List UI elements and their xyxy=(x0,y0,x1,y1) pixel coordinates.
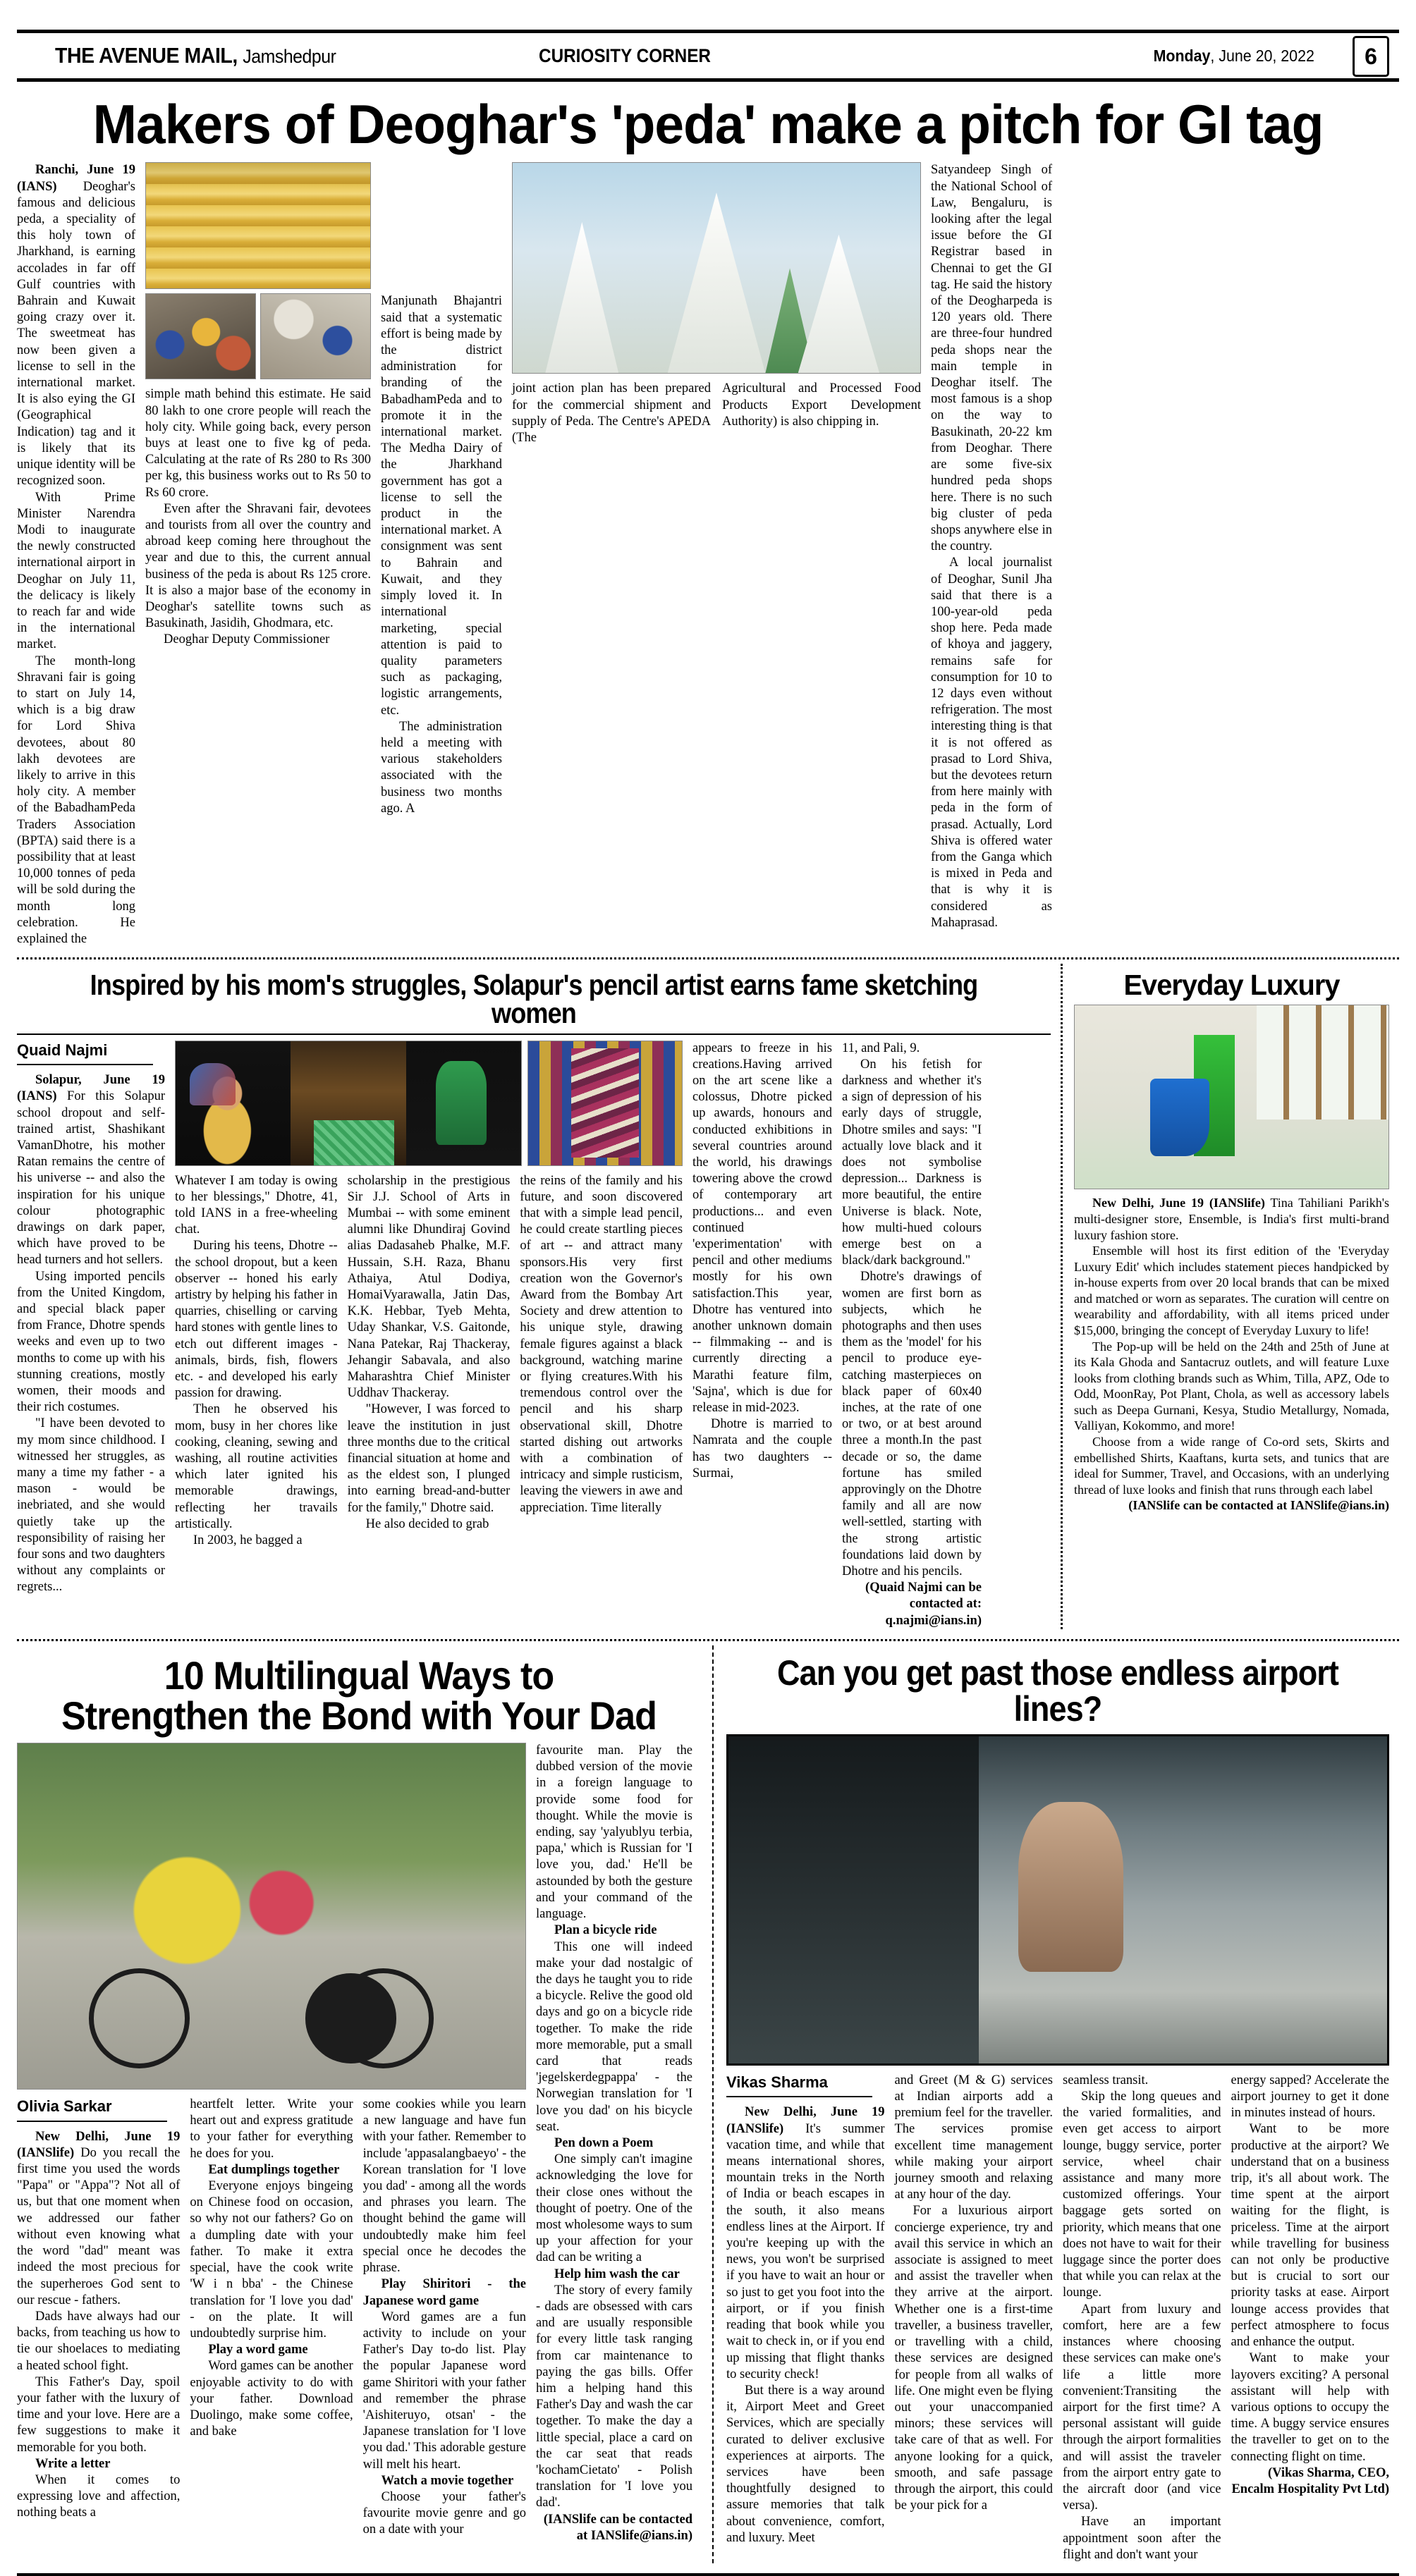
paragraph: Choose from a wide range of Co-ord sets, Skirts and embellished Shirts, Kaaftans, kurta sets, and tunics that are ideal for Summer, Travel, and Occasions, with an underlying thread of luxe looks and finish that runs through each label xyxy=(1074,1435,1389,1497)
paragraph xyxy=(17,2129,180,2309)
masthead-date-value: , June 20, 2022 xyxy=(1209,46,1314,65)
paragraph: scholarship in the prestigious Sir J.J. School of Arts in Mumbai -- with some eminent alumni like Dhundiraj Govind alias Dadasaheb Phalke, M.F. Hussain, S.H. Raza, Bhanu Athaiya, Atul Dodiya, HomaiVyarawalla, Jatin Das, K.K. Hebbar, Tyeb Mehta, Uday Shankar, V.S. Gaitonde, Nana Patekar, Raj Thackeray, Jehangir Sabavala, and also Maharashtra Chief Minister Uddhav Thackeray. xyxy=(347,1173,511,1401)
article1-column-2 xyxy=(145,386,371,648)
paragraph xyxy=(17,162,135,489)
paragraph: One simply can't imagine acknowledging the love for their close ones without the thought of poetry. One of the most wholesome ways to sum up your affection for your dad can be writing a xyxy=(536,2152,692,2265)
model-blue-dress xyxy=(1150,1079,1210,1155)
masthead-city: Jamshedpur xyxy=(243,46,336,67)
dateline: New Delhi, June 19 (IANSlife) xyxy=(1092,1196,1265,1210)
article1-column-3 xyxy=(381,162,502,817)
article2-container xyxy=(17,964,1061,1629)
temple-photo xyxy=(512,162,921,374)
paragraph: Want to make your layovers exciting? A personal assistant will help with various options to occupy the time. A buggy service ensures the traveller to get on to the connecting flight on time. xyxy=(1231,2351,1389,2464)
paragraph: On his fetish for darkness and whether it's a sign of depression of his early days of struggle, Dhotre smiles and says: "I actually love black and it does not symbolise depression... Darkness is more beautiful, the entire Universe is black. Note, how multi-hued colours emerge best on a black/dark background." xyxy=(842,1057,982,1268)
article3-left-block xyxy=(17,1743,526,2538)
paragraph: "However, I was forced to leave the institution in just three months due to the critical financial situation at home and as the eldest son, I plunged into earning bread-and-butter for the family," Dhotre said. xyxy=(347,1402,511,1515)
paragraph: some cookies while you learn a new language and have fun with your father. Remember to include 'appasalangbaeyo' - the Korean translation for 'I love you dad' - among all the words and phrases you learn. The thought behind the game will undoubtedly make him feel special once he decodes the phrase. xyxy=(362,2097,526,2276)
paragraph: During his teens, Dhotre -- the school dropout, but a keen observer -- honed his early artistry by helping his father in quarries, chiselling or carving hard stones with gentle lines to etch out different images - animals, birds, fish, flowers etc. - and developed his early passion for drawing. xyxy=(175,1239,338,1401)
luxury-contact: (IANSlife can be contacted at IANSlife@ians.in) xyxy=(1128,1498,1389,1513)
article3-headline-line2: Strengthen the Bond with Your Dad xyxy=(61,1693,657,1738)
article2-photo-group xyxy=(175,1041,683,1550)
luxury-body xyxy=(1074,1195,1389,1514)
article2-column-1 xyxy=(17,1041,165,1596)
window-row xyxy=(1257,1005,1388,1119)
paragraph: Using imported pencils from the United Kingdom, and special black paper from France, Dhotre spends weeks and even up to two months to come up with his stunning creations, mostly women, their moods and their rich costumes. xyxy=(17,1269,165,1415)
article1-column-5 xyxy=(722,381,921,446)
paragraph: energy sapped? Accelerate the airport journey to get it done in minutes instead of hours. xyxy=(1231,2073,1389,2121)
article4-contact: (Vikas Sharma, CEO, Encalm Hospitality Pvt Ltd) xyxy=(1231,2465,1389,2496)
sketch-panel-2 xyxy=(291,1041,405,1165)
luxury-headline: Everyday Luxury xyxy=(1123,969,1340,1002)
paragraph: Deoghar Deputy Commissioner xyxy=(164,632,330,647)
paragraph: Everyone enjoys bingeing on Chinese food on occasion, so why not our fathers? Go on a dumpling date with your father. To make it extra special, have the cook write 'W i n bba' - the Chinese translation for 'I love you dad' - on the plate. It will undoubtedly surprise him. xyxy=(190,2179,353,2341)
paragraph: The administration held a meeting with various stakeholders associated with the business two months ago. A xyxy=(381,719,502,816)
paragraph: Agricultural and Processed Food Products Export Development Authority) is also chipping in. xyxy=(722,381,921,429)
paragraph: Dhotre's drawings of women are first born as subjects, which he photographs and then uses them as the 'model' for his pencil to produce eye-catching masterpieces on black paper of 60x40 inches, at the rate of one or two, or at best around three a month.In the past decade or so, the dame fortune has smiled approvingly on the Dhotre family and all are now well-settled, starting with the strong artistic foundations laid down by Dhotre and his pencils. xyxy=(842,1270,982,1579)
page-number-badge: 6 xyxy=(1353,36,1389,77)
article3-headline-line1: 10 Multilingual Ways to xyxy=(164,1652,554,1698)
paragraph: 11, and Pali, 9. xyxy=(842,1041,920,1055)
paragraph: heartfelt letter. Write your heart out and express gratitude to your father for everything he does for you. xyxy=(190,2097,353,2161)
paragraph-text: Tina Tahiliani Parikh's multi-designer store, Ensemble, is India's first multi-brand luxury fashion store. xyxy=(1074,1196,1389,1242)
paragraph: But there is a way around it, Airport Meet and Greet Services, which are specially curated to deliver exclusive experiences at airports. The services have been thoughtfully designed to assure memories that talk about convenience, comfort, and luxury. Meet xyxy=(726,2383,885,2545)
paragraph: seamless transit. xyxy=(1063,2073,1149,2087)
masthead-weekday: Monday xyxy=(1153,46,1210,65)
peda-market-photo xyxy=(260,293,371,379)
paragraph: Choose your father's favourite movie genre and go on a date with your xyxy=(362,2489,526,2537)
article4-headline: Can you get past those endless airport lines? xyxy=(777,1652,1338,1729)
subheading: Play Shiritori - the Japanese word game xyxy=(362,2277,526,2308)
sketch-panel-3 xyxy=(406,1041,521,1165)
article1-photo-group-left xyxy=(145,162,371,648)
luxury-fashion-photo xyxy=(1074,1005,1389,1189)
newspaper-page xyxy=(0,30,1416,2562)
paragraph: For a luxurious airport concierge experience, try and avail this service in which an associate is assigned to meet and assist the traveller when they arrive at the airport. Whether one is a first-time traveller, a business traveller, or travelling with a child, these services are designed for people from all walks of life. One might even be flying out your unaccompanied minors; these services will take care of that as well. For anyone looking for a quick, smooth, and safe passage through the airport, this could be your pick for a xyxy=(894,2204,1053,2513)
article2-column-6 xyxy=(842,1041,982,1629)
paragraph: and Greet (M & G) services at Indian airports add a premium feel for the traveller. The services promise excellent time management while making your airport journey smooth and relaxing at any hour of the day. xyxy=(894,2073,1053,2202)
paragraph-text: For this Solapur school dropout and self-trained artist, Shashikant VamanDhotre, his mother Ratan remains the centre of his universe -- and also the inspiration for his unique colour photographic drawings on dark paper, which have proved to be head turners and hot sellers. xyxy=(17,1089,165,1268)
article2-byline: Quaid Najmi xyxy=(17,1041,108,1059)
article2-headline: Inspired by his mom's struggles, Solapur's pencil artist earns fame sketching women xyxy=(90,969,978,1030)
paragraph: joint action plan has been prepared for the commercial shipment and supply of Peda. The Centre's APEDA (The xyxy=(512,381,711,446)
article3-column-4 xyxy=(536,1743,692,2544)
byline-divider xyxy=(726,2096,872,2097)
paragraph-text: Do you recall the first time you used the words "Papa" or "Appa"? Not all of us, but that one moment when we addressed our father without even knowing what the word "dad" meant was indeed the most precious for the superheroes God sent to our rescue - fathers. xyxy=(17,2145,181,2307)
article1-column-6 xyxy=(931,162,1052,931)
paragraph-text: It's summer vacation time, and while that means international shores, mountain treks in the North of India or beach escapes in the south, it also means endless lines at the Airport. If you're keeping up with the news, you won't be surprised if you have to wait an hour or so just to get you foot into the airport, or if you finish reading that book while you wait to check in, or if you end up missing that flight thanks to security check! xyxy=(726,2121,885,2381)
article4-column-1 xyxy=(726,2073,885,2546)
article1-body xyxy=(17,162,1399,947)
paragraph: The Pop-up will be held on the 24th and 25th of June at its Kala Ghoda and Santacruz outlets, and will feature Luxe looks from clothing brands such as Whim, Tilla, APZ, Ode to Odd, MoonRay, Pot Plant, Chola, as well as accessory labels such as Deepa Gurnani, Kesya, Studio Metallurgy, Nomada, Valliyan, Kokommo, and more! xyxy=(1074,1339,1389,1433)
paragraph xyxy=(1074,1195,1389,1243)
article1-headline: Makers of Deoghar's 'peda' make a pitch for GI tag xyxy=(92,93,1324,155)
dateline: New Delhi, June 19 (IANSlife) xyxy=(17,2129,181,2160)
article2-rule xyxy=(17,1034,1051,1035)
paragraph: In 2003, he bagged a xyxy=(193,1533,303,1547)
subheading: Write a letter xyxy=(35,2456,111,2471)
luxury-sidebar xyxy=(1061,964,1389,1629)
paragraph: With Prime Minister Narendra Modi to inaugurate the newly constructed international airport in Deoghar on July 11, the delicacy is likely to reach far and wide in the international market. xyxy=(17,490,135,652)
paragraph: "I have been devoted to my mom since childhood. I witnessed her struggles, as many a time my father - a mason - would be inebriated, and she would quietly take up the responsibility of raising her four sons and two daughters without any complaints or regrets... xyxy=(17,1416,165,1595)
paragraph: When it comes to expressing love and affection, nothing beats a xyxy=(17,2472,181,2520)
dateline: New Delhi, June 19 (IANSlife) xyxy=(726,2105,885,2136)
paragraph: This Father's Day, spoil your father with the luxury of time and your love. Here are a few suggestions to make it memorable for you both. xyxy=(17,2374,181,2455)
subheading: Plan a bicycle ride xyxy=(554,1923,657,1938)
article2-column-5 xyxy=(692,1041,832,1482)
paragraph: Have an important appointment soon after the flight and don't want your xyxy=(1063,2515,1221,2562)
article3-container xyxy=(17,1645,712,2563)
paragraph: Dads have always had our backs, from teaching us how to tie our shoelaces to mediating a heated school fight. xyxy=(17,2309,181,2373)
sketch-panel-1 xyxy=(176,1041,291,1165)
pencil-sketch-triptych-photo xyxy=(175,1041,522,1166)
paragraph: Even after the Shravani fair, devotees and tourists from all over the country and abroad keep coming here throughout the year and due to this, the current annual business of the peda is about Rs 125 crore. It is also a major base of the economy in Deoghar's satellite towns such as Basukinath, Jasidih, Ghodmara, etc. xyxy=(145,501,371,631)
article4-byline: Vikas Sharma xyxy=(726,2073,828,2091)
paragraph-text: Deoghar's famous and delicious peda, a speciality of this holy town of Jharkhand, is earning accolades in far off Gulf countries with Bahrain and Kuwait going crazy over it. The sweetmeat has now been given a license to sell in the international market. It is also eying the GI (Geographical Indication) tag and it is likely that its unique identity will be recognized soon. xyxy=(17,179,135,489)
article1-column-1 xyxy=(17,162,135,947)
article3-byline: Olivia Sarkar xyxy=(17,2097,112,2116)
masthead-title xyxy=(55,43,336,68)
article3-headline xyxy=(41,1652,677,1738)
section-divider-1 xyxy=(17,957,1399,959)
textile-sketch-photo xyxy=(527,1041,683,1166)
paragraph: the reins of the family and his future, and soon discovered that with a simple lead pencil, he could create startling pieces of art -- and attract many sponsors.His very first creation won the Governor's Award from the Bombay Art Society and drew attention to his unique style, drawing female figures against a black background, watching marine or flying creatures.With his tremendous control over the pencil and his sharp observational skill, Dhotre started dishing out artworks with a combination of intricacy and simple rusticism, leaving the viewers in awe and appreciation. Time literally xyxy=(520,1173,683,1515)
paragraph: He also decided to grab xyxy=(365,1516,489,1531)
paragraph xyxy=(726,2104,885,2382)
section-divider-2 xyxy=(17,1639,1399,1641)
article1-column-4 xyxy=(512,381,711,446)
paragraph: Whatever I am today is owing to her blessings," Dhotre, 41, told IANS in a free-wheeling chat. xyxy=(175,1173,338,1237)
article4-container xyxy=(712,1645,1389,2563)
subheading: Watch a movie together xyxy=(381,2473,514,2488)
masthead-date xyxy=(1153,47,1314,66)
subheading: Play a word game xyxy=(208,2343,308,2357)
subheading: Pen down a Poem xyxy=(554,2135,654,2150)
paragraph: Skip the long queues and the varied formalities, and even get access to airport lounge, buggy service, porter service, wheel chair assistance and many more customized offerings. Your baggage gets sorted on priority, which means that one does not have to wait for their luggage since the porter does that while you can relax at the lounge. xyxy=(1063,2090,1221,2300)
article4-column-2 xyxy=(895,2073,1054,2514)
paragraph: Satyandeep Singh of the National School of Law, Bengaluru, is looking after the legal issue before the GI Registrar based in Chennai to get the GI tag. He said the history of the Deogharpeda is 120 years old. There are three-four hundred peda shops near the main temple in Deoghar itself. The most famous is a shop on the way to Basukinath, 20-22 km from Deoghar. There are some five-six hundred peda shops here. There is no such big cluster of peda shops anywhere else in the country. xyxy=(931,163,1052,554)
paragraph: appears to freeze in his creations.Having arrived on the art scene like a colossus, Dhotre picked up awards, honours and conducted exhibitions in several countries around the world, his drawings towering above the crowd of contemporary art productions... and even continued 'experimentation' with pencil and other mediums mostly for his own satisfaction.This year, Dhotre has ventured into another unknown domain -- filmmaking -- and is currently directing a Marathi feature film, 'Sajna', which is due for release in mid-2023. xyxy=(692,1041,832,1415)
peda-shop-photo xyxy=(145,293,256,379)
article3-contact: (IANSlife can be contacted at IANSlife@ians.in) xyxy=(543,2512,692,2543)
airport-lounge-photo xyxy=(726,1734,1389,2066)
byline-divider xyxy=(17,2121,167,2122)
father-daughter-bicycle-photo xyxy=(17,1743,526,2090)
dateline: Solapur, June 19 (IANS) xyxy=(17,1073,165,1104)
masthead-section: CURIOSITY CORNER xyxy=(539,44,712,66)
article1-photo-group-right xyxy=(512,162,921,446)
paragraph: A local journalist of Deoghar, Sunil Jha said that there is a 100-year-old peda shop here. Peda made of khoya and jaggery, remains safe for consumption for 10 to 12 days even without refrigeration. The most interesting thing is that it is not offered as prasad to Lord Shiva, but the devotees return from here mainly with peda in the form of prasad. Actually, Lord Shiva is offered water from the Ganga which is mixed in Peda and that is why it is considered as Mahaprasad. xyxy=(931,556,1052,930)
paragraph: The story of every family - dads are obsessed with cars and are usually responsible for every little task ranging from car maintenance to paying the gas bills. Offer him a helping hand this Father's Day and wash the car together. To make the day a little special, place a card on the car seat that reads 'kochamCietato' - Polish translation for 'I love you dad'. xyxy=(536,2283,692,2510)
temple-right-spire xyxy=(798,235,880,374)
article2-column-4 xyxy=(520,1173,683,1550)
paragraph: This one will indeed make your dad nostalgic of the days he taught you to ride a bicycle. Relive the good old days and go on a bicycle ride together. To make the ride more memorable, put a small card that reads 'jegelskerdegpappa' - the Norwegian translation for 'I love you dad' on his bicycle seat. xyxy=(536,1939,692,2134)
masthead xyxy=(17,30,1399,82)
paragraph: The month-long Shravani fair is going to start on July 14, which is a big draw for Lord Shiva devotees, about 80 lakh devotees are likely to arrive in this holy city. A member of the BabadhamPeda Traders Association (BPTA) said there is a possibility that at least 10,000 tonnes of peda will be sold during the month long celebration. He explained the xyxy=(17,654,135,946)
article3-column-2 xyxy=(190,2097,353,2538)
paragraph: Then he observed his mom, busy in her chores like cooking, cleaning, sewing and washing, all routine activities which later ignited his memorable drawings, reflecting her travails artistically. xyxy=(175,1402,338,1531)
dateline: Ranchi, June 19 (IANS) xyxy=(17,163,135,194)
masthead-paper-name: THE AVENUE MAIL, xyxy=(55,43,238,68)
article2-column-3 xyxy=(348,1173,511,1550)
article3-column-1 xyxy=(17,2097,180,2538)
subheading: Help him wash the car xyxy=(554,2267,680,2281)
article4-column-4 xyxy=(1231,2073,1390,2498)
article4-column-3 xyxy=(1063,2073,1221,2563)
paragraph: Apart from luxury and comfort, here are a few instances where choosing these services can make one's life a little more convenient:Transiting the airport for the first time? A personal assistant will guide through the airport formalities and will assist the traveler from the airport entry gate to the aircraft door (and vice versa). xyxy=(1063,2302,1221,2513)
article2-contact: (Quaid Najmi can be contacted at: q.najmi@ians.in) xyxy=(865,1581,982,1628)
page-bottom-rule xyxy=(17,2573,1399,2576)
paragraph: Word games are a fun activity to include on your Father's Day to-do list. Play the popular Japanese word game Shiritori with your father and remember the phrase 'Aishiteruyo, otsan' - the Japanese translation for 'I love you dad.' This adorable gesture will melt his heart. xyxy=(362,2310,526,2472)
byline-divider xyxy=(17,1064,153,1065)
paragraph: Ensemble will host its first edition of the 'Everyday Luxury Edit' which includes statement pieces handpicked by in-house experts from over 20 local brands that can be mixed and matched or worn as separates. The curation will centre on wearability and affordability, with all items priced under $15,000, bringing the concept of Everyday Luxury to life! xyxy=(1074,1244,1389,1337)
paragraph xyxy=(17,1072,165,1268)
bicycle-wheel-rear xyxy=(333,1968,434,2068)
article2-column-2 xyxy=(175,1173,338,1550)
paragraph: Want to be more productive at the airport? We understand that on a business trip, it's all about work. The time spent at the airport waiting for the flight, is priceless. Time at the airport while travelling for business can not only be productive but is crucial to sort our priority tasks at ease. Airport lounge access provides that perfect atmosphere to focus and enhance the output. xyxy=(1231,2122,1389,2350)
paragraph: simple math behind this estimate. He said 80 lakh to one crore people will reach the holy city. While going back, every person buys at least one to five kg of peda. Calculating at the rate of Rs 280 to Rs 300 per kg, this business works out to Rs 50 to Rs 60 crore. xyxy=(145,387,371,500)
article3-column-3 xyxy=(363,2097,526,2538)
subheading: Eat dumplings together xyxy=(208,2162,340,2177)
paragraph: Dhotre is married to Namrata and the couple has two daughters -- Surmai, xyxy=(692,1417,832,1480)
peda-stack-photo xyxy=(145,162,371,289)
paragraph: favourite man. Play the dubbed version of the movie in a foreign language to provide some food for thought. While the movie is ending, say 'yalyublyu terbia, papa,' which is Russian for 'I love you, dad.' He'll be astounded by both the gesture and your command of the language. xyxy=(536,1743,692,1922)
paragraph: Manjunath Bhajantri said that a systematic effort is being made by the district administration for branding of the BabadhamPeda and to promote it in the international market. The Medha Dairy of the Jharkhand government has got a license to sell the product in the international market. A consignment was sent to Bahrain and Kuwait, and they simply loved it. In international marketing, special attention is paid to quality parameters such as packaging, logistic arrangements, etc. xyxy=(381,294,502,718)
paragraph: Word games can be another enjoyable activity to do with your father. Download Duolingo, make some coffee, and bake xyxy=(190,2359,353,2439)
